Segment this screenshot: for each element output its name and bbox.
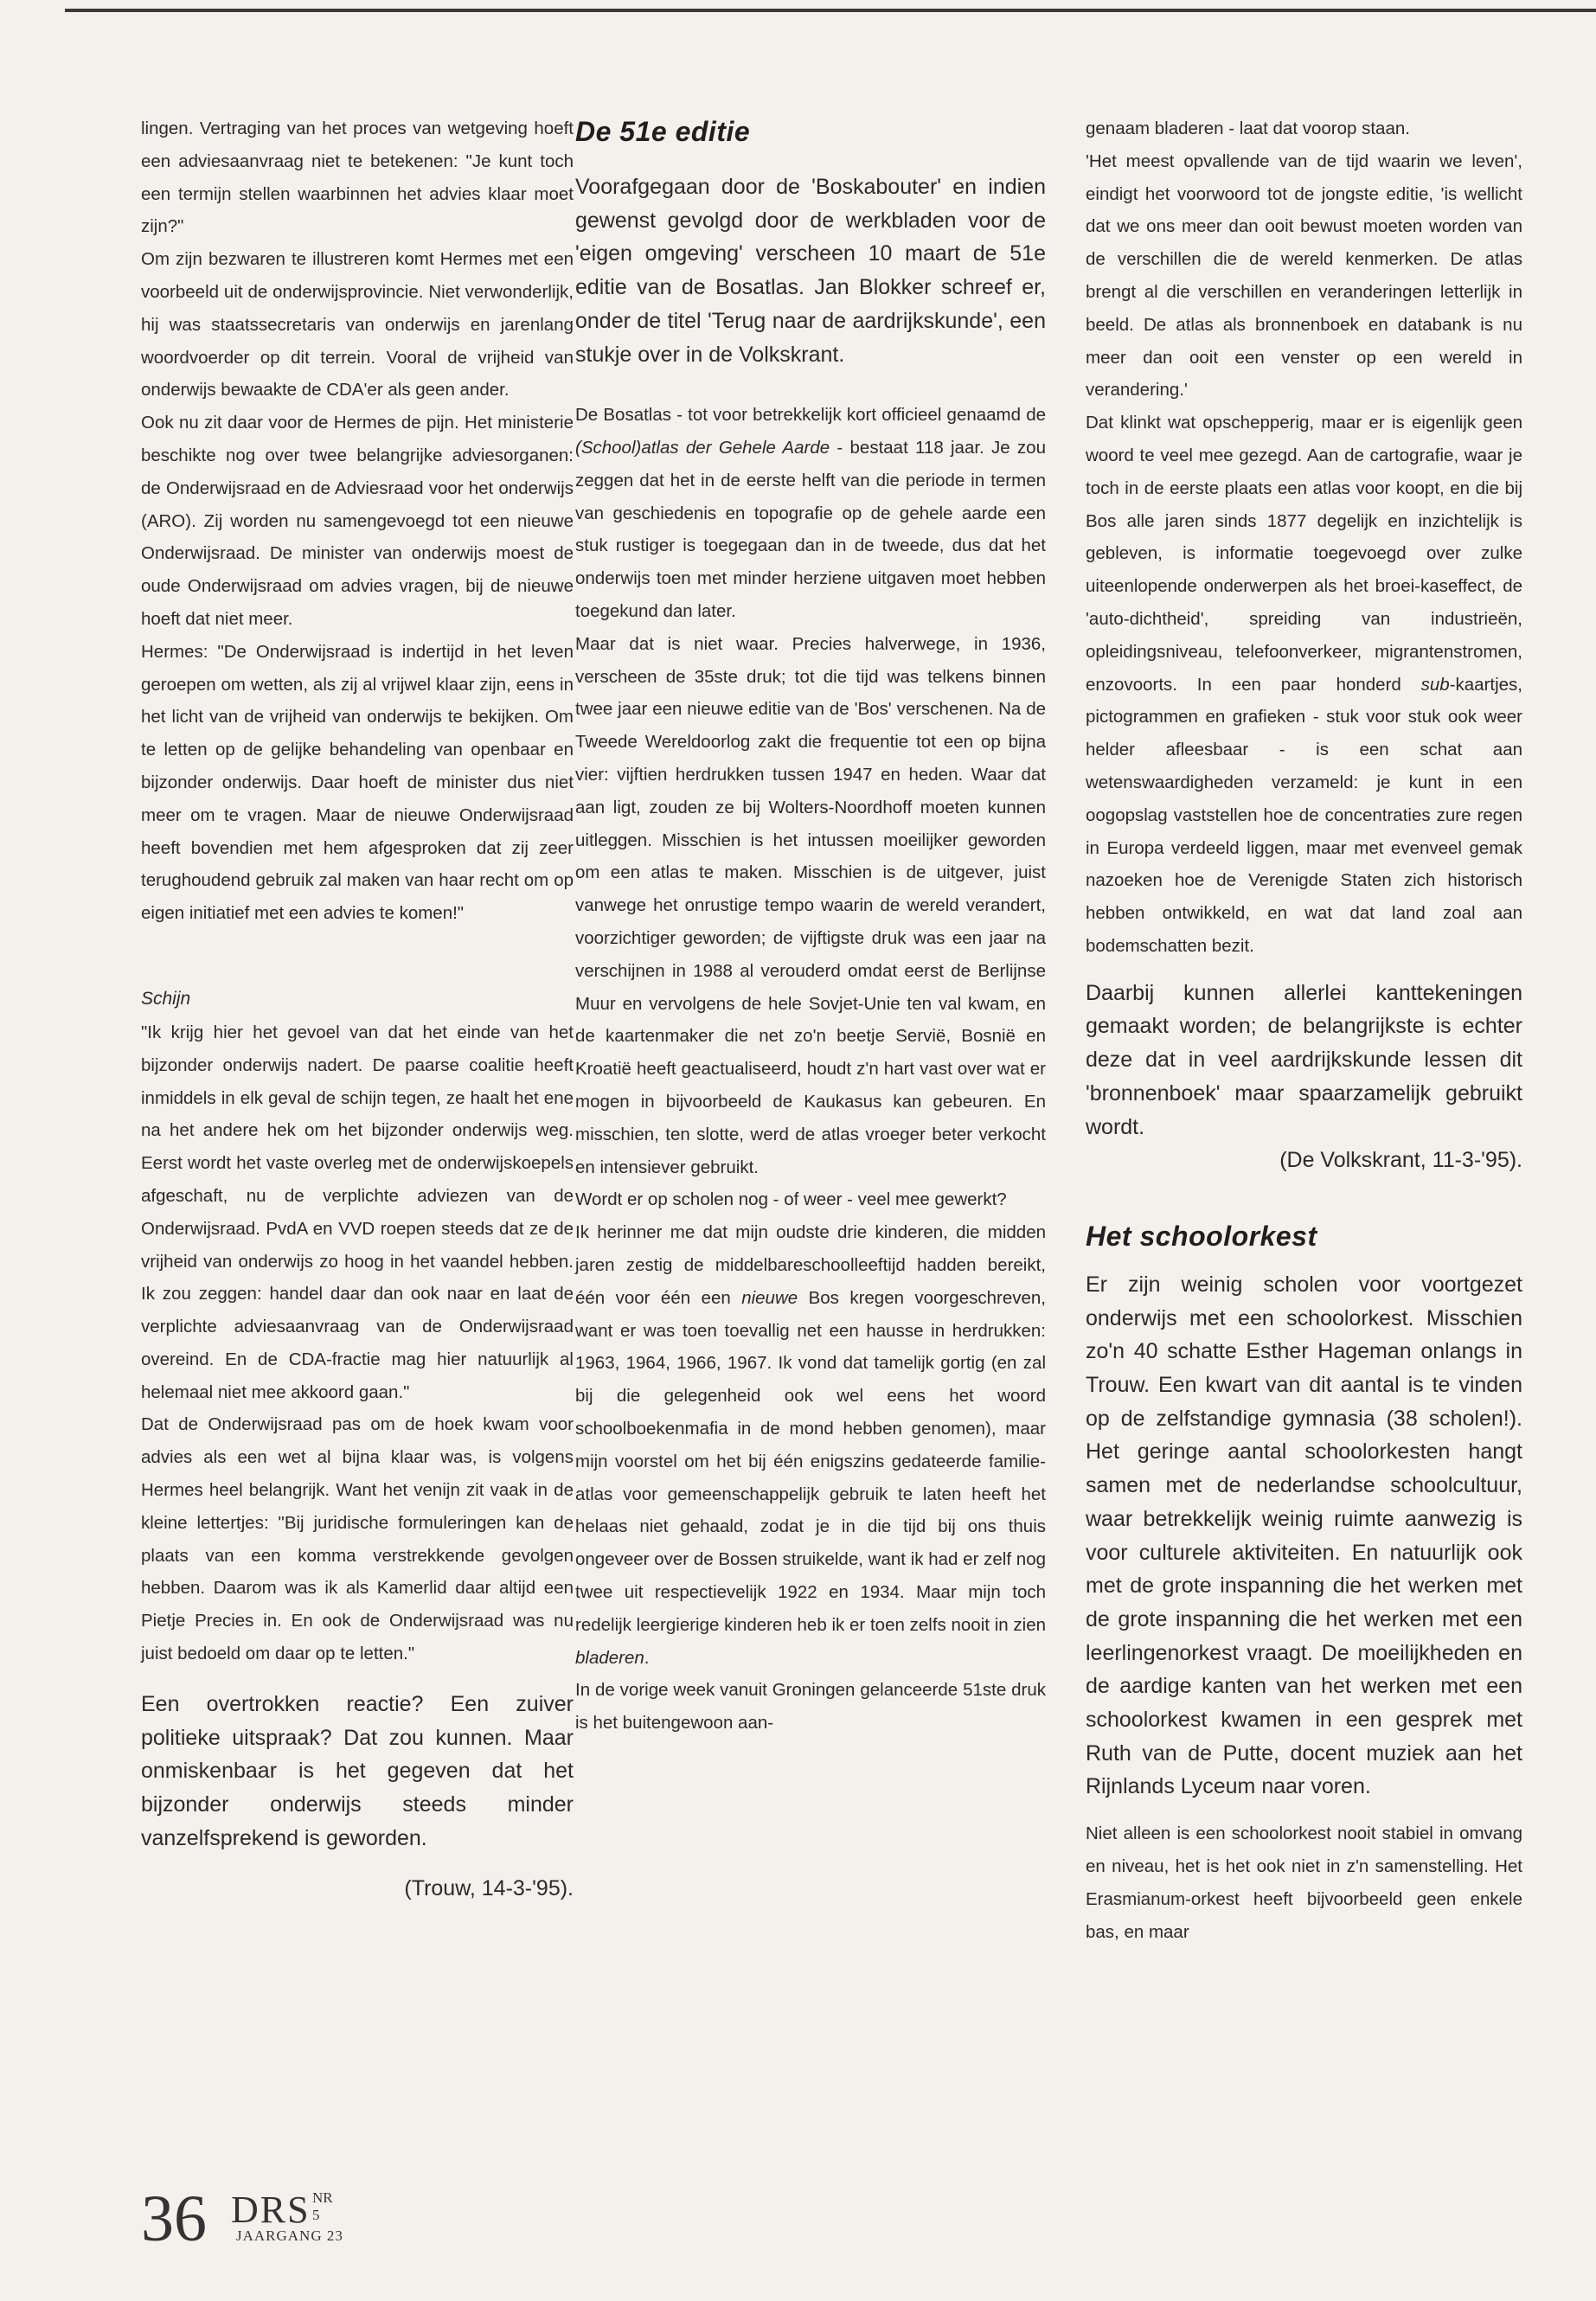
paragraph: Maar dat is niet waar. Precies halverwege, in 1936, verscheen de 35ste druk; tot die tijd was telkens binnen twee jaar een nieuwe editie van de 'Bos' verschenen. Na de Tweede Wereldoorlog zakt die frequentie tot een op bijna vier: vijftien herdrukken tussen 1947 en heden. Waar dat aan ligt, zouden ze bij Wolters-Noordhoff moeten kunnen uitleggen. Misschien is het intussen moeilijker geworden om een atlas te maken. Misschien is de uitgever, juist vanwege het onrustige tempo waarin de wereld verandert, voorzichtiger geworden; de vijftigste druk was een jaar na verschijnen in 1988 al verouderd omdat eerst de Berlijnse Muur en vervolgens de hele Sovjet-Unie ten val kwam, en de kaartenmaker die net zo'n beetje Servië, Bosnië en Kroatië heeft geactualiseerd, houdt z'n hart vast over wat er mogen in bijvoorbeeld de Kaukasus kan gebeuren. En misschien, ten slotte, werd de atlas vroeger beter verkocht en intensiever gebruikt. (575, 633, 1046, 1177)
subheading-schijn: Schijn (141, 988, 191, 1009)
volume-label: JAARGANG 23 (236, 2227, 343, 2244)
closing-paragraph: Een overtrokken reactie? Een zuiver politieke uitspraak? Dat zou kunnen. Maar onmiskenbaar is het gegeven dat het bijzonder onderwijs steeds minder vanzelfsprekend is geworden. (141, 1691, 574, 1850)
page-number: 36 (141, 2182, 207, 2255)
paragraph: Niet alleen is een schoolorkest nooit stabiel in omvang en niveau, het is het ook niet in z'n samenstelling. Het Erasmianum-orkest heeft bijvoorbeeld geen enkele bas, en maar (1086, 1823, 1522, 1942)
lead-paragraph: Voorafgegaan door de 'Boskabouter' en indien gewenst gevolgd door de werkbladen voor de 'eigen omgeving' verscheen 10 maart de 51e editie van de Bosatlas. Jan Blokker schreef er, onder de titel 'Terug naar de aardrijkskunde', een stukje over in de Volkskrant. (575, 175, 1046, 367)
paragraph: Wordt er op scholen nog - of weer - veel mee gewerkt? (575, 1189, 1007, 1210)
source-citation: (De Volkskrant, 11-3-'95). (1279, 1148, 1522, 1173)
top-rule (65, 9, 1596, 12)
heading-51e-editie: De 51e editie (575, 116, 751, 147)
paragraph: genaam bladeren - laat dat voorop staan. (1086, 119, 1410, 138)
paragraph: 'Het meest opvallende van de tijd waarin we leven', eindigt het voorwoord tot de jongste editie, 'is wellicht dat we ons meer dan ooit bewust moeten worden van de verschillen die de wereld kenmerken. De atlas brengt al die verschillen en veranderingen letterlijk in beeld. De atlas als bronnenboek en databank is nu meer dan ooit een venster op een wereld in verandering.' (1086, 151, 1522, 401)
paragraph: Dat de Onderwijsraad pas om de hoek kwam voor advies als een wet al bijna klaar was, is volgens Hermes heel belangrijk. Want het venijn zit vaak in de kleine lettertjes: "Bij juridische formuleringen kan de plaats van een komma verstrekkende gevolgen hebben. Daarom was ik als Kamerlid daar altijd een Pietje Precies in. En ook de Onderwijsraad was nu juist bedoeld om daar op te letten." (141, 1414, 574, 1664)
magazine-name: DRS (231, 2189, 311, 2231)
paragraph: lingen. Vertraging van het proces van wetgeving hoeft een adviesaanvraag niet te betekenen: "Je kunt toch een termijn stellen waarbinnen het advies klaar moet zijn?" (141, 119, 574, 237)
paragraph: In de vorige week vanuit Groningen gelanceerde 51ste druk is het buitengewoon aan- (575, 1680, 1046, 1734)
paragraph: Om zijn bezwaren te illustreren komt Hermes met een voorbeeld uit de onderwijsprovincie. Niet verwonderlijk, hij was staatssecretaris van onderwijs en jarenlang woordvoerder op dit terrein. Vooral de vrijheid van onderwijs bewaakte de CDA'er als geen ander. (141, 249, 574, 401)
column-3 (1086, 112, 1522, 1948)
paragraph: Daarbij kunnen allerlei kanttekeningen gemaakt worden; de belangrijkste is echter deze dat in veel aardrijkskunde lessen dit 'bronnenboek' maar spaarzamelijk gebruikt wordt. (1086, 980, 1522, 1139)
paragraph: Dat klinkt wat opschepperig, maar er is eigenlijk geen woord te veel mee gezegd. Aan de cartografie, waar je toch in de eerste plaats een atlas voor koopt, en die bij Bos alle jaren sinds 1877 degelijk en inzichtelijk is gebleven, is informatie toegevoegd over zulke uiteenlopende onderwerpen als het broei-kaseffect, de 'auto-dichtheid', spreiding van industrieën, opleidingsniveau, telefoonverkeer, migrantenstromen, enzovoorts. In een paar honderd sub-kaartjes, pictogrammen en grafieken - stuk voor stuk ook weer helder afleesbaar - is een schat aan wetenswaardigheden verzameld: je kunt in een oogopslag vaststellen hoe de concentraties zure regen in Europa verdeeld liggen, maar met evenveel gemak nazoeken hoe de Verenigde Staten zich historisch hebben ontwikkeld, en wat dat land zoal aan bodemschatten bezit. (1086, 413, 1522, 956)
lead-paragraph: Er zijn weinig scholen voor voortgezet onderwijs met een schoolorkest. Misschien zo'n 40 schatte Esther Hageman onlangs in Trouw. Een kwart van dit aantal is te vinden op de zelfstandige gymnasia (38 scholen!). Het geringe aantal schoolorkesten hangt samen met de nederlandse schoolcultuur, waar betrekkelijk weinig ruimte aanwezig is voor culturele aktiviteiten. En natuurlijk ook met de grote inspanning die het werken met de grote inspanning die het werken met een leerlingenorkest vraagt. De moeilijkheden en de aardige kanten van het werken met een schoolorkest kwamen in een gesprek met Ruth van de Putte, docent muziek aan het Rijnlands Lyceum naar voren. (1086, 1272, 1522, 1799)
paragraph: Ook nu zit daar voor de Hermes de pijn. Het ministerie beschikte nog over twee belangrijke adviesorganen: de Onderwijsraad en de Adviesraad voor het onderwijs (ARO). Zij worden nu samengevoegd tot een nieuwe Onderwijsraad. De minister van onderwijs moest de oude Onderwijsraad om advies vragen, bij de nieuwe hoeft dat niet meer. (141, 413, 574, 629)
source-citation: (Trouw, 14-3-'95). (404, 1876, 574, 1901)
paragraph: De Bosatlas - tot voor betrekkelijk kort officieel genaamd de (School)atlas der Gehele Aarde - bestaat 118 jaar. Je zou zeggen dat het in de eerste helft van die periode in termen van geschiedenis en topografie op de gehele aarde een stuk rustiger is toegegaan dan in de tweede, dus dat het onderwijs toen met minder herziene uitgaven moet hebben toegekund dan later. (575, 405, 1046, 621)
paragraph: Hermes: "De Onderwijsraad is indertijd in het leven geroepen om wetten, als zij al vrijwel klaar zijn, eens in het licht van de vrijheid van onderwijs te bekijken. Om te letten op de gelijke behandeling van openbaar en bijzonder onderwijs. Daar hoeft de minister dus niet meer om te vragen. Maar de nieuwe Onderwijsraad heeft bovendien met hem afgesproken dat zij zeer terughoudend gebruik zal maken van haar recht om op eigen initiatief met een advies te komen!" (141, 641, 574, 924)
paragraph: "Ik krijg hier het gevoel van dat het einde van het bijzonder onderwijs nadert. De paarse coalitie heeft inmiddels in elk geval de schijn tegen, ze haalt het ene na het andere hek om het bijzonder onderwijs weg. Eerst wordt het vaste overleg met de onderwijskoepels afgeschaft, nu de verplichte adviezen van de Onderwijsraad. PvdA en VVD roepen steeds dat ze de vrijheid van onderwijs zo hoog in het vaandel hebben. Ik zou zeggen: handel daar dan ook naar en laat de verplichte adviesaanvraag van de Onderwijsraad overeind. En de CDA-fractie mag hier natuurlijk al helemaal niet mee akkoord gaan." (141, 1022, 574, 1402)
paragraph: Ik herinner me dat mijn oudste drie kinderen, die midden jaren zestig de middelbareschoolleeftijd hadden bereikt, één voor één een nieuwe Bos kregen voorgeschreven, want er was toen toevallig net een hausse in herdrukken: 1963, 1964, 1966, 1967. Ik vond dat tamelijk gortig (en zal bij die gelegenheid ook wel eens het woord schoolboekenmafia in de mond hebben genomen), maar mijn voorstel om het bij één enigszins gedateerde familie-atlas voor gemeenschappelijk gebruik te laten heeft het helaas niet gehaald, zodat je in die tijd bij ons thuis ongeveer over de Bossen struikelde, want ik had er zelf nog twee uit respectievelijk 1922 en 1934. Maar mijn toch redelijk leergierige kinderen heb ik er toen zelfs nooit in zien bladeren. (575, 1222, 1046, 1668)
issue-number: NR 5 (312, 2189, 333, 2223)
column-2 (575, 112, 1046, 1740)
column-1 (141, 112, 574, 1906)
heading-het-schoolorkest: Het schoolorkest (1086, 1220, 1317, 1252)
